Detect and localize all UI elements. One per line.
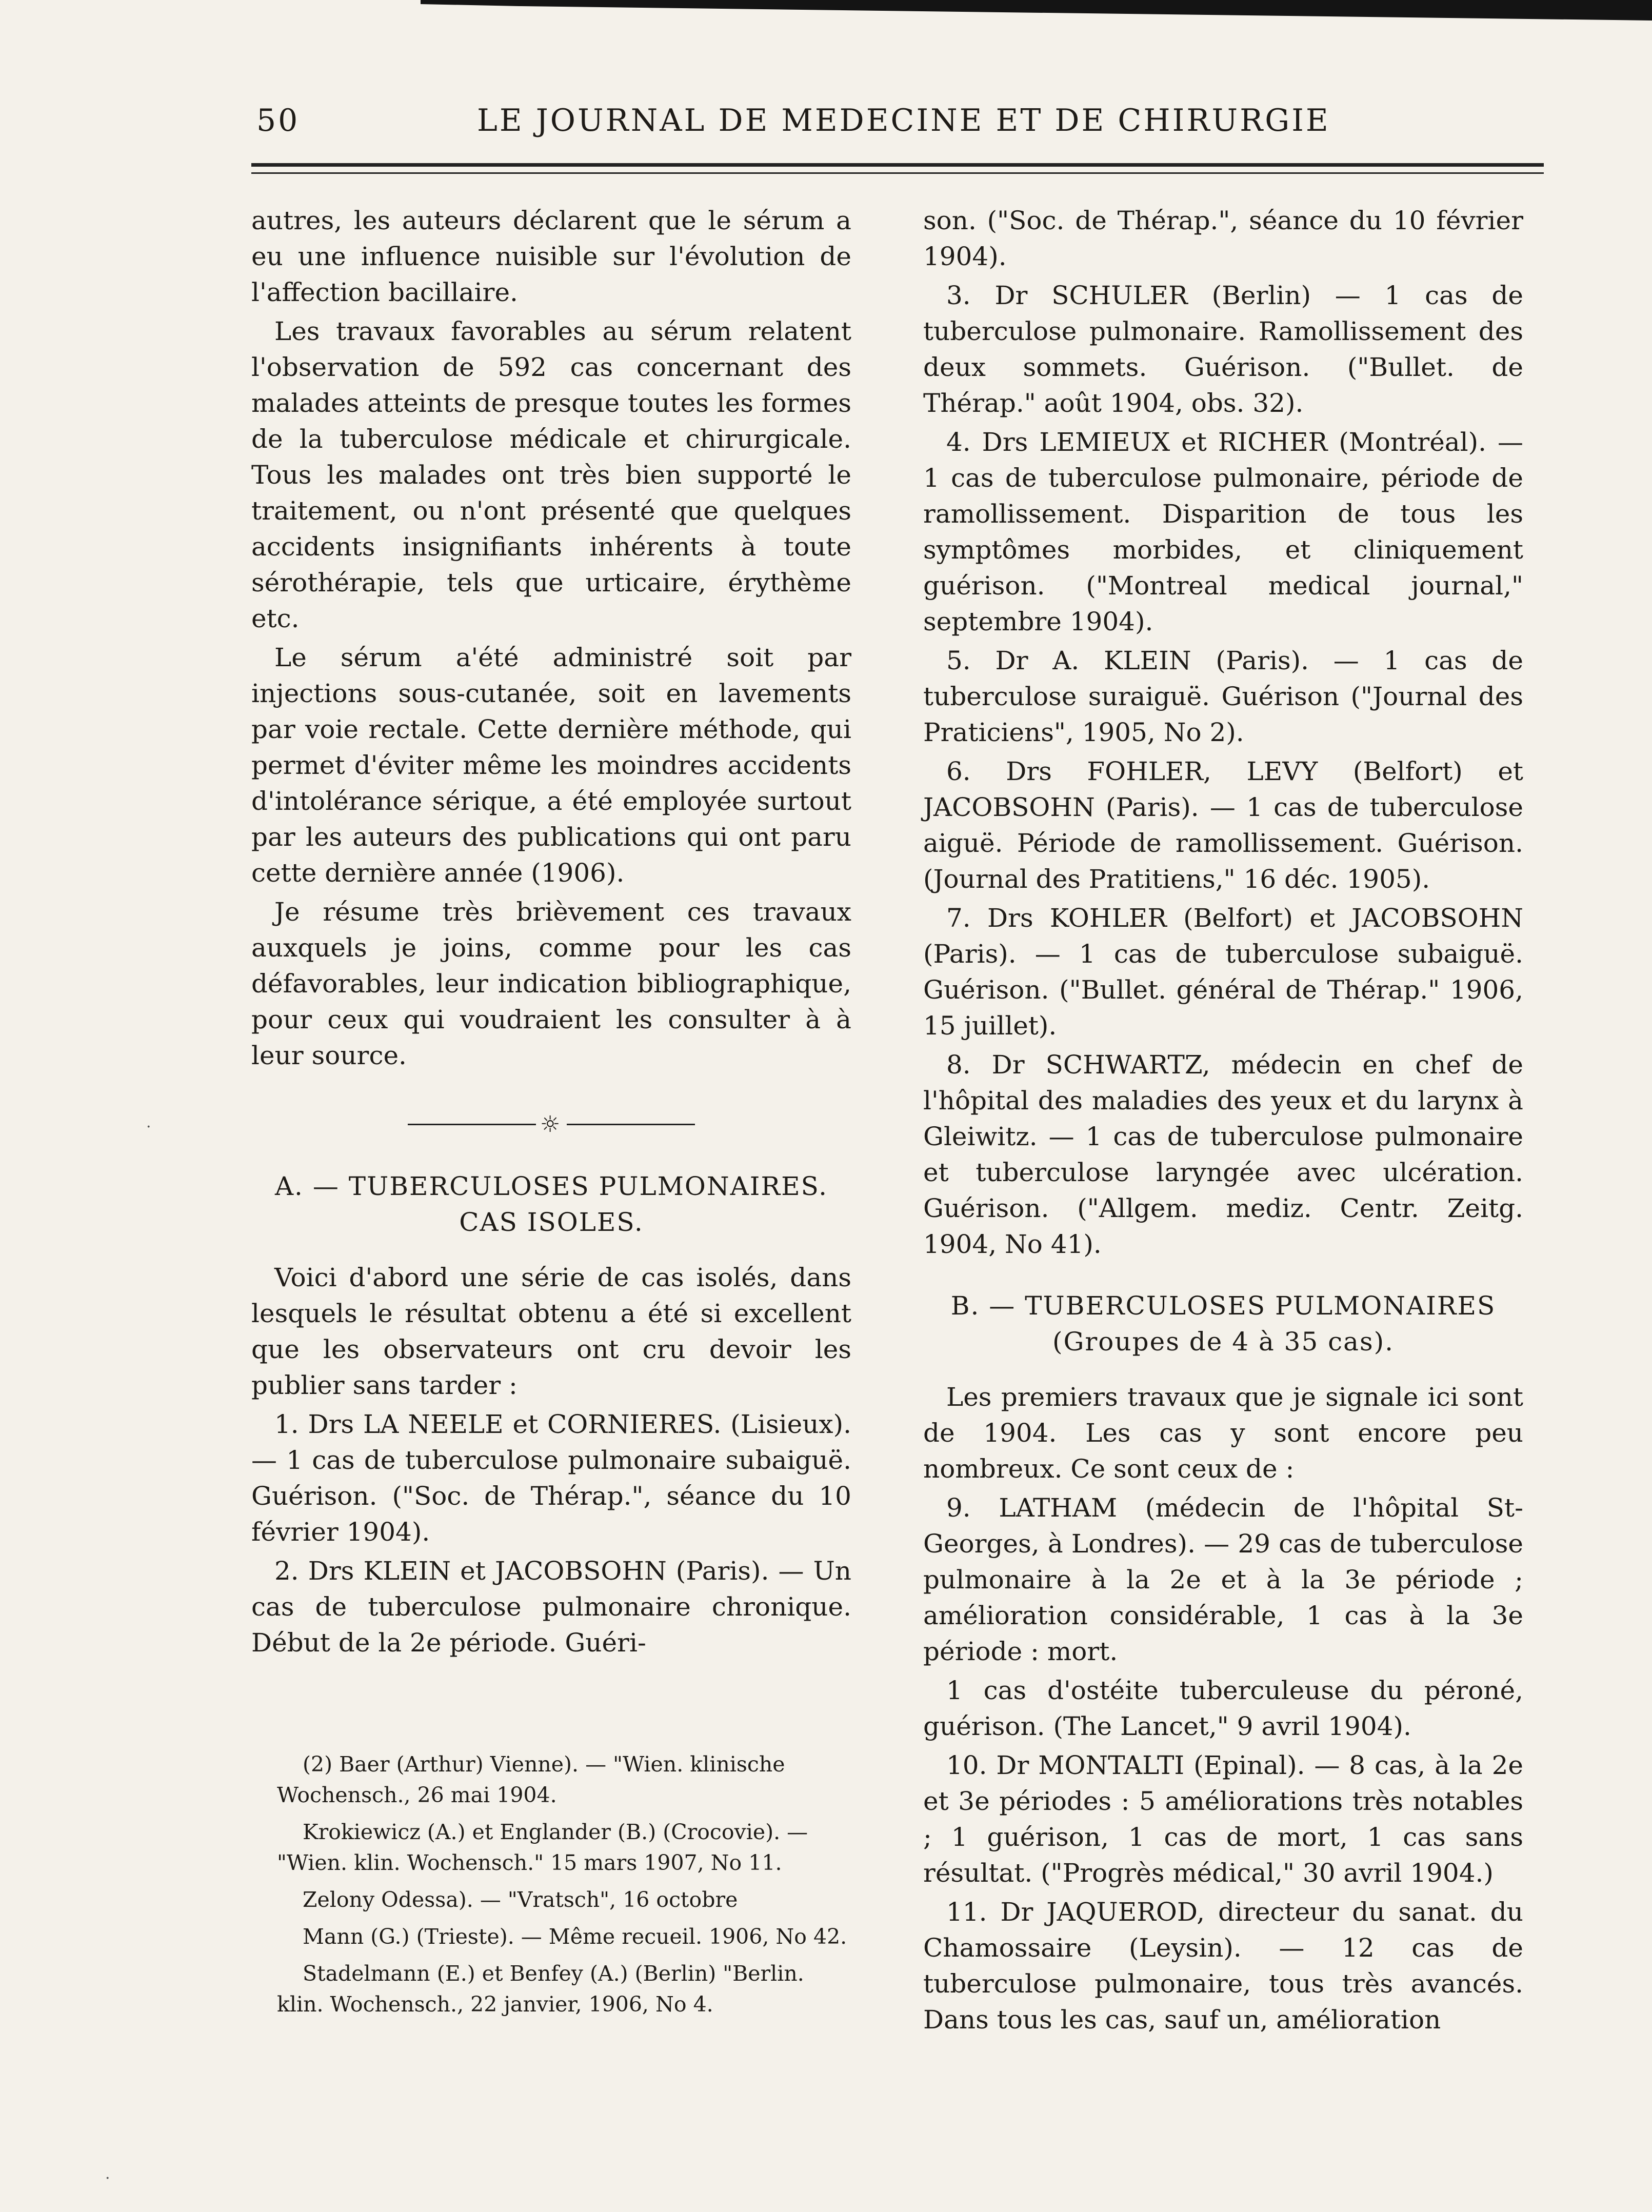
case-entry: 8. Dr SCHWARTZ, médecin en chef de l'hôpital des maladies des yeux et du larynx à Gleiwitz. — 1 cas de tuberculose pulmonaire et tuberculose laryngée avec ulcération. Guérison. ("Allgem. mediz. Centr. Zeitg. 1904, No 41). [923, 1050, 1523, 1259]
section-heading-b-line1: B. — TUBERCULOSES PULMONAIRES [950, 1291, 1496, 1321]
scan-edge-bar [421, 0, 1652, 21]
case-entry: son. ("Soc. de Thérap.", séance du 10 février 1904). [923, 206, 1523, 271]
case-entry: 9. LATHAM (médecin de l'hôpital St-Georges, à Londres). — 29 cas de tuberculose pulmonaire à la 2e et à la 3e période ; amélioration considérable, 1 cas à la 3e période : mort. [923, 1493, 1523, 1666]
case-entry: 2. Drs KLEIN et JACOBSOHN (Paris). — Un cas de tuberculose pulmonaire chronique. Début de la 2e période. Guéri- [251, 1556, 851, 1658]
paragraph: Les travaux favorables au sérum relatent l'observation de 592 cas concernant des malades atteints de presque toutes les formes de la tuberculose médicale et chirurgicale. Tous les malades ont très bien supporté le traitement, ou n'ont présenté que quelques accidents insignifiants inhérents à toute sérothérapie, tels que urticaire, érythème etc. [251, 316, 851, 633]
paragraph: Voici d'abord une série de cas isolés, dans lesquels le résultat obtenu a été si excellent que les observateurs ont cru devoir les publier sans tarder : [251, 1263, 851, 1400]
section-heading-b [923, 1288, 1523, 1360]
page-header [256, 103, 1539, 144]
section-ornament [408, 1109, 695, 1140]
paragraph: autres, les auteurs déclarent que le sérum a eu une influence nuisible sur l'évolution de l'affection bacillaire. [251, 206, 851, 307]
case-entry: 1. Drs LA NEELE et CORNIERES. (Lisieux). — 1 cas de tuberculose pulmonaire subaiguë. Guérison. ("Soc. de Thérap.", séance du 10 février 1904). [251, 1409, 851, 1547]
page-number: 50 [256, 103, 300, 138]
journal-title: LE JOURNAL DE MEDECINE ET DE CHIRURGIE [477, 103, 1330, 138]
right-column [923, 203, 1523, 2041]
footnote: Stadelmann (E.) et Benfey (A.) (Berlin) "Berlin. klin. Wochensch., 22 janvier, 1906, No 4. [277, 1961, 804, 2017]
paragraph: Les premiers travaux que je signale ici sont de 1904. Les cas y sont encore peu nombreux. Ce sont ceux de : [923, 1382, 1523, 1484]
section-heading-a-line1: A. — TUBERCULOSES PULMONAIRES. [274, 1171, 828, 1201]
case-entry: 4. Drs LEMIEUX et RICHER (Montréal). — 1 cas de tuberculose pulmonaire, période de ramollissement. Disparition de tous les symptômes morbides, et cliniquement guérison. ("Montreal medical journal," septembre 1904). [923, 427, 1523, 636]
case-entry: 5. Dr A. KLEIN (Paris). — 1 cas de tuberculose suraiguë. Guérison ("Journal des Praticiens", 1905, No 2). [923, 646, 1523, 747]
header-rule-thin [251, 172, 1544, 174]
footnotes [277, 1749, 857, 2026]
left-column [251, 203, 851, 1664]
header-rule-thick [251, 163, 1544, 167]
paragraph: Je résume très brièvement ces travaux auxquels je joins, comme pour les cas défavorables, leur indication bibliographique, pour ceux qui voudraient les consulter à à leur source. [251, 897, 851, 1070]
footnote: Zelony Odessa). — "Vratsch", 16 octobre [303, 1887, 738, 1912]
footnote: (2) Baer (Arthur) Vienne). — "Wien. klinische Wochensch., 26 mai 1904. [277, 1752, 785, 1807]
ornament-star-icon: ☼ [540, 1111, 561, 1138]
scan-speck: · [146, 1118, 151, 1136]
section-heading-a [251, 1168, 851, 1240]
case-entry: 1 cas d'ostéite tuberculeuse du péroné, guérison. (The Lancet," 9 avril 1904). [923, 1676, 1523, 1741]
case-entry: 3. Dr SCHULER (Berlin) — 1 cas de tuberculose pulmonaire. Ramollissement des deux sommets. Guérison. ("Bullet. de Thérap." août 1904, obs. 32). [923, 281, 1523, 418]
section-heading-b-line2: (Groupes de 4 à 35 cas). [1052, 1327, 1395, 1357]
case-entry: 6. Drs FOHLER, LEVY (Belfort) et JACOBSOHN (Paris). — 1 cas de tuberculose aiguë. Période de ramollissement. Guérison. (Journal des Pratitiens," 16 déc. 1905). [923, 756, 1523, 894]
case-entry: 10. Dr MONTALTI (Epinal). — 8 cas, à la 2e et 3e périodes : 5 améliorations très notables ; 1 guérison, 1 cas de mort, 1 cas sans résultat. ("Progrès médical," 30 avril 1904.) [923, 1750, 1523, 1888]
case-entry: 7. Drs KOHLER (Belfort) et JACOBSOHN (Paris). — 1 cas de tuberculose subaiguë. Guérison. ("Bullet. général de Thérap." 1906, 15 juillet). [923, 903, 1523, 1041]
footnote: Krokiewicz (A.) et Englander (B.) (Crocovie). — "Wien. klin. Wochensch." 15 mars 1907, No 11. [277, 1820, 808, 1875]
footnote: Mann (G.) (Trieste). — Même recueil. 1906, No 42. [303, 1924, 847, 1949]
ornament-line-right [567, 1124, 695, 1125]
ornament-line-left [408, 1124, 536, 1125]
scan-speck: · [105, 2169, 110, 2187]
section-heading-a-line2: CAS ISOLES. [459, 1207, 644, 1237]
paragraph: Le sérum a'été administré soit par injections sous-cutanée, soit en lavements par voie rectale. Cette dernière méthode, qui permet d'éviter même les moindres accidents d'intolérance sérique, a été employée surtout par les auteurs des publications qui ont paru cette dernière année (1906). [251, 643, 851, 888]
case-entry: 11. Dr JAQUEROD, directeur du sanat. du Chamossaire (Leysin). — 12 cas de tuberculose pulmonaire, tous très avancés. Dans tous les cas, sauf un, amélioration [923, 1897, 1523, 2035]
